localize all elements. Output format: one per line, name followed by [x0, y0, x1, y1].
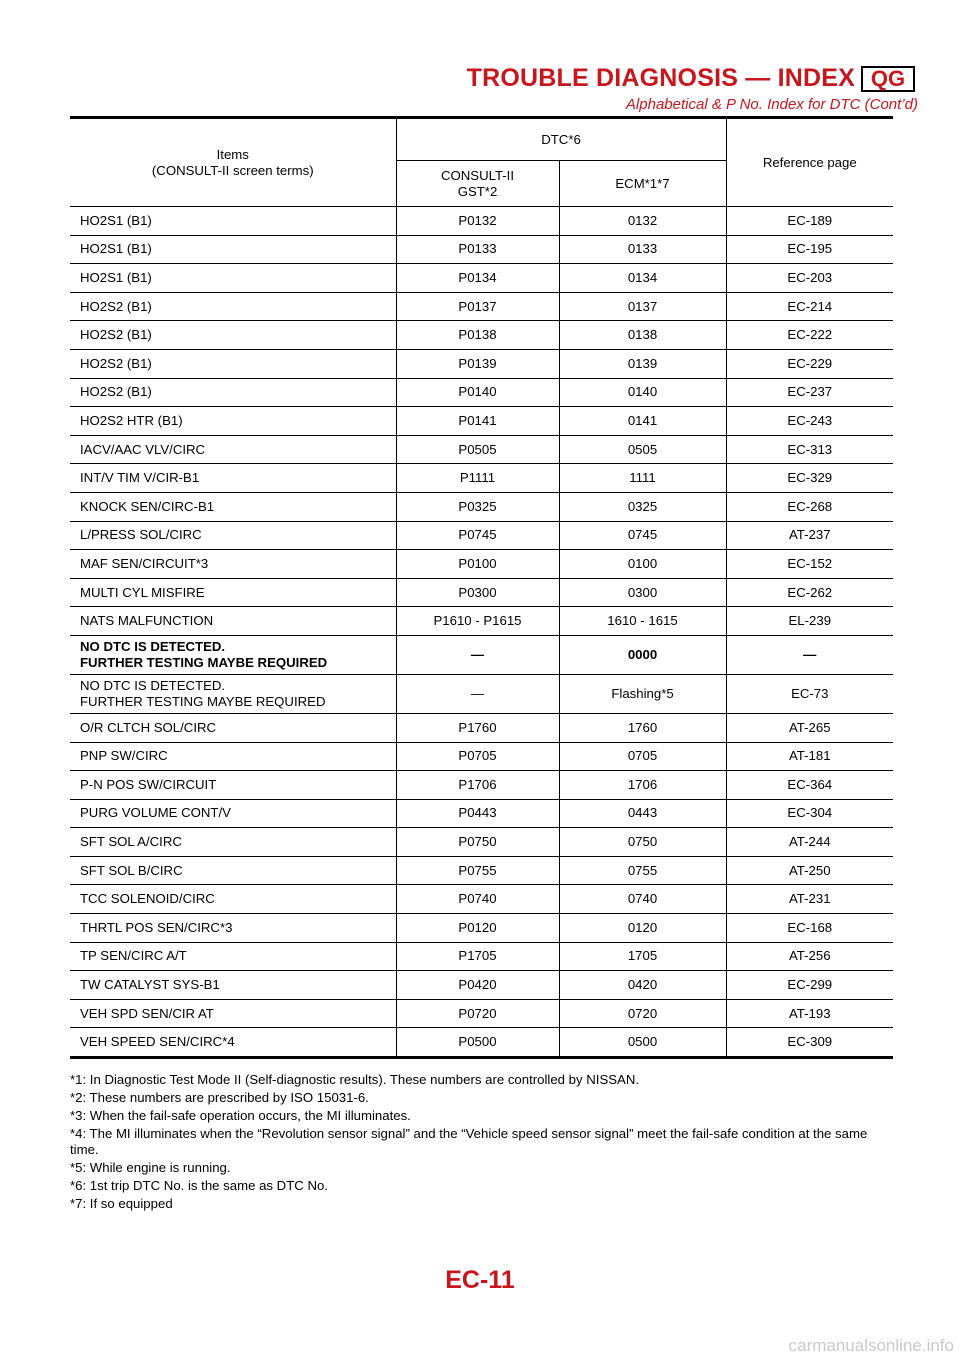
- reference-page-cell: AT-250: [726, 856, 893, 885]
- consult-code-cell: P0505: [396, 435, 559, 464]
- consult-code-cell: P0720: [396, 999, 559, 1028]
- footnote: *2: These numbers are prescribed by ISO 15031-6.: [70, 1090, 369, 1105]
- table-row: [70, 578, 893, 607]
- footnotes: [70, 1072, 893, 1214]
- reference-page-cell: AT-244: [726, 828, 893, 857]
- consult-code-cell: P0500: [396, 1028, 559, 1058]
- item-line1: NO DTC IS DETECTED.: [80, 677, 226, 693]
- reference-page-cell: EC-304: [726, 799, 893, 828]
- footnote: *6: 1st trip DTC No. is the same as DTC No.: [70, 1178, 328, 1193]
- item-cell: INT/V TIM V/CIR-B1: [70, 464, 396, 493]
- reference-page-cell: EC-73: [726, 674, 893, 713]
- consult-code-cell: P0133: [396, 235, 559, 264]
- ecm-code-cell: 0133: [559, 235, 726, 264]
- consult-code-cell: P0141: [396, 407, 559, 436]
- table-row: [70, 856, 893, 885]
- consult-code-cell: P0755: [396, 856, 559, 885]
- consult-code-cell: P0139: [396, 349, 559, 378]
- page-subtitle: Alphabetical & P No. Index for DTC (Cont’d): [625, 96, 918, 113]
- ecm-code-cell: 0745: [559, 521, 726, 550]
- ecm-code-cell: 0140: [559, 378, 726, 407]
- watermark: carmanualsonline.info: [788, 1336, 954, 1355]
- item-cell: PURG VOLUME CONT/V: [70, 799, 396, 828]
- item-cell: L/PRESS SOL/CIRC: [70, 521, 396, 550]
- reference-page-cell: EL-239: [726, 607, 893, 636]
- item-cell: HO2S2 (B1): [70, 321, 396, 350]
- reference-page-cell: AT-181: [726, 742, 893, 771]
- consult-code-cell: P1760: [396, 713, 559, 742]
- reference-page-cell: AT-231: [726, 885, 893, 914]
- table-row: [70, 550, 893, 579]
- item-cell: HO2S1 (B1): [70, 235, 396, 264]
- ecm-code-cell: 0755: [559, 856, 726, 885]
- table-row: [70, 885, 893, 914]
- ecm-code-cell: 1706: [559, 771, 726, 800]
- consult-code-cell: P0140: [396, 378, 559, 407]
- footnote: *5: While engine is running.: [70, 1160, 231, 1175]
- reference-page-cell: EC-237: [726, 378, 893, 407]
- consult-code-cell: P0740: [396, 885, 559, 914]
- ecm-code-cell: 0120: [559, 914, 726, 943]
- consult-code-cell: P0134: [396, 264, 559, 293]
- table-row: [70, 464, 893, 493]
- table-row: [70, 635, 893, 674]
- reference-page-cell: AT-256: [726, 942, 893, 971]
- consult-code-cell: P1610 - P1615: [396, 607, 559, 636]
- item-cell: MAF SEN/CIRCUIT*3: [70, 550, 396, 579]
- reference-page-cell: —: [726, 635, 893, 674]
- consult-code-cell: P1705: [396, 942, 559, 971]
- item-cell: O/R CLTCH SOL/CIRC: [70, 713, 396, 742]
- consult-code-cell: P0138: [396, 321, 559, 350]
- reference-page-cell: EC-214: [726, 292, 893, 321]
- consult-code-cell: P0100: [396, 550, 559, 579]
- consult-code-cell: P0132: [396, 207, 559, 236]
- consult-code-cell: P0420: [396, 971, 559, 1000]
- item-cell: THRTL POS SEN/CIRC*3: [70, 914, 396, 943]
- reference-page-cell: EC-222: [726, 321, 893, 350]
- table-row: [70, 942, 893, 971]
- table-row: [70, 1028, 893, 1058]
- item-cell: VEH SPD SEN/CIR AT: [70, 999, 396, 1028]
- item-cell: KNOCK SEN/CIRC-B1: [70, 492, 396, 521]
- reference-page-cell: EC-168: [726, 914, 893, 943]
- reference-page-cell: EC-189: [726, 207, 893, 236]
- ecm-code-cell: 0740: [559, 885, 726, 914]
- reference-page-cell: AT-237: [726, 521, 893, 550]
- consult-code-cell: P0137: [396, 292, 559, 321]
- table-row: [70, 407, 893, 436]
- table-row: [70, 999, 893, 1028]
- table-row: [70, 235, 893, 264]
- ecm-code-cell: 0505: [559, 435, 726, 464]
- reference-page-cell: EC-195: [726, 235, 893, 264]
- item-cell: HO2S2 HTR (B1): [70, 407, 396, 436]
- footnote: *7: If so equipped: [70, 1196, 173, 1211]
- header-ecm: ECM*1*7: [559, 161, 726, 207]
- table-row: [70, 492, 893, 521]
- consult-code-cell: P0745: [396, 521, 559, 550]
- consult-code-cell: P0750: [396, 828, 559, 857]
- header-consult-line1: CONSULT-II: [440, 167, 515, 183]
- header-consult: [396, 161, 559, 207]
- ecm-code-cell: 0705: [559, 742, 726, 771]
- consult-code-cell: P0443: [396, 799, 559, 828]
- item-line2: FURTHER TESTING MAYBE REQUIRED: [80, 693, 326, 709]
- ecm-code-cell: 0750: [559, 828, 726, 857]
- header-reference-page: Reference page: [726, 118, 893, 207]
- table-row: [70, 321, 893, 350]
- table-row: [70, 742, 893, 771]
- table-row: [70, 713, 893, 742]
- ecm-code-cell: 0420: [559, 971, 726, 1000]
- ecm-code-cell: 1610 - 1615: [559, 607, 726, 636]
- reference-page-cell: EC-313: [726, 435, 893, 464]
- item-cell: IACV/AAC VLV/CIRC: [70, 435, 396, 464]
- ecm-code-cell: 0720: [559, 999, 726, 1028]
- ecm-code-cell: 1705: [559, 942, 726, 971]
- header-items-line2: (CONSULT-II screen terms): [151, 162, 314, 178]
- consult-code-cell: —: [396, 674, 559, 713]
- ecm-code-cell: 1760: [559, 713, 726, 742]
- item-line2: FURTHER TESTING MAYBE REQUIRED: [80, 654, 328, 670]
- item-line1: NO DTC IS DETECTED.: [80, 638, 226, 654]
- table-row: [70, 521, 893, 550]
- reference-page-cell: EC-243: [726, 407, 893, 436]
- ecm-code-cell: 0139: [559, 349, 726, 378]
- ecm-code-cell: 0141: [559, 407, 726, 436]
- dtc-index-table: [70, 116, 893, 1059]
- reference-page-cell: AT-193: [726, 999, 893, 1028]
- item-cell: [70, 674, 396, 713]
- reference-page-cell: EC-262: [726, 578, 893, 607]
- item-cell: PNP SW/CIRC: [70, 742, 396, 771]
- reference-page-cell: EC-203: [726, 264, 893, 293]
- table-row: [70, 435, 893, 464]
- reference-page-cell: EC-329: [726, 464, 893, 493]
- consult-code-cell: —: [396, 635, 559, 674]
- footnote: *1: In Diagnostic Test Mode II (Self-diagnostic results). These numbers are controlled by NISSAN.: [70, 1072, 640, 1087]
- table-body: [70, 207, 893, 1058]
- ecm-code-cell: 0443: [559, 799, 726, 828]
- ecm-code-cell: 1111: [559, 464, 726, 493]
- consult-code-cell: P1706: [396, 771, 559, 800]
- table-row: [70, 799, 893, 828]
- consult-code-cell: P0300: [396, 578, 559, 607]
- item-cell: MULTI CYL MISFIRE: [70, 578, 396, 607]
- ecm-code-cell: 0134: [559, 264, 726, 293]
- header-dtc: DTC*6: [396, 118, 726, 161]
- engine-code-badge: QG: [861, 66, 915, 92]
- item-cell: HO2S1 (B1): [70, 207, 396, 236]
- item-cell: TCC SOLENOID/CIRC: [70, 885, 396, 914]
- item-cell: HO2S2 (B1): [70, 349, 396, 378]
- consult-code-cell: P0120: [396, 914, 559, 943]
- footnote: *4: The MI illuminates when the “Revolution sensor signal” and the “Vehicle speed sensor signal” meet the fail-safe condition at the same time.: [70, 1126, 868, 1157]
- table-row: [70, 674, 893, 713]
- reference-page-cell: EC-268: [726, 492, 893, 521]
- ecm-code-cell: 0300: [559, 578, 726, 607]
- header-items: [70, 118, 396, 207]
- ecm-code-cell: 0132: [559, 207, 726, 236]
- item-cell: HO2S1 (B1): [70, 264, 396, 293]
- table-row: [70, 207, 893, 236]
- item-cell: SFT SOL A/CIRC: [70, 828, 396, 857]
- page-number: EC-11: [445, 1266, 515, 1294]
- header-items-line1: Items: [216, 146, 249, 162]
- item-cell: HO2S2 (B1): [70, 292, 396, 321]
- table-row: [70, 292, 893, 321]
- ecm-code-cell: 0500: [559, 1028, 726, 1058]
- table-row: [70, 607, 893, 636]
- table-row: [70, 771, 893, 800]
- consult-code-cell: P0705: [396, 742, 559, 771]
- ecm-code-cell: 0138: [559, 321, 726, 350]
- reference-page-cell: AT-265: [726, 713, 893, 742]
- ecm-code-cell: 0325: [559, 492, 726, 521]
- ecm-code-cell: 0100: [559, 550, 726, 579]
- header-consult-line2: GST*2: [457, 183, 498, 199]
- consult-code-cell: P0325: [396, 492, 559, 521]
- reference-page-cell: EC-299: [726, 971, 893, 1000]
- page-title: TROUBLE DIAGNOSIS — INDEX: [466, 64, 855, 92]
- ecm-code-cell: Flashing*5: [559, 674, 726, 713]
- table-row: [70, 349, 893, 378]
- ecm-code-cell: 0137: [559, 292, 726, 321]
- ecm-code-cell: 0000: [559, 635, 726, 674]
- item-cell: TW CATALYST SYS-B1: [70, 971, 396, 1000]
- item-cell: HO2S2 (B1): [70, 378, 396, 407]
- item-cell: P-N POS SW/CIRCUIT: [70, 771, 396, 800]
- item-cell: VEH SPEED SEN/CIRC*4: [70, 1028, 396, 1058]
- reference-page-cell: EC-152: [726, 550, 893, 579]
- table-row: [70, 971, 893, 1000]
- table-row: [70, 914, 893, 943]
- item-cell: [70, 635, 396, 674]
- table-row: [70, 378, 893, 407]
- reference-page-cell: EC-309: [726, 1028, 893, 1058]
- item-cell: SFT SOL B/CIRC: [70, 856, 396, 885]
- reference-page-cell: EC-364: [726, 771, 893, 800]
- footnote: *3: When the fail-safe operation occurs, the MI illuminates.: [70, 1108, 411, 1123]
- consult-code-cell: P1111: [396, 464, 559, 493]
- item-cell: TP SEN/CIRC A/T: [70, 942, 396, 971]
- table-row: [70, 264, 893, 293]
- table-row: [70, 828, 893, 857]
- item-cell: NATS MALFUNCTION: [70, 607, 396, 636]
- reference-page-cell: EC-229: [726, 349, 893, 378]
